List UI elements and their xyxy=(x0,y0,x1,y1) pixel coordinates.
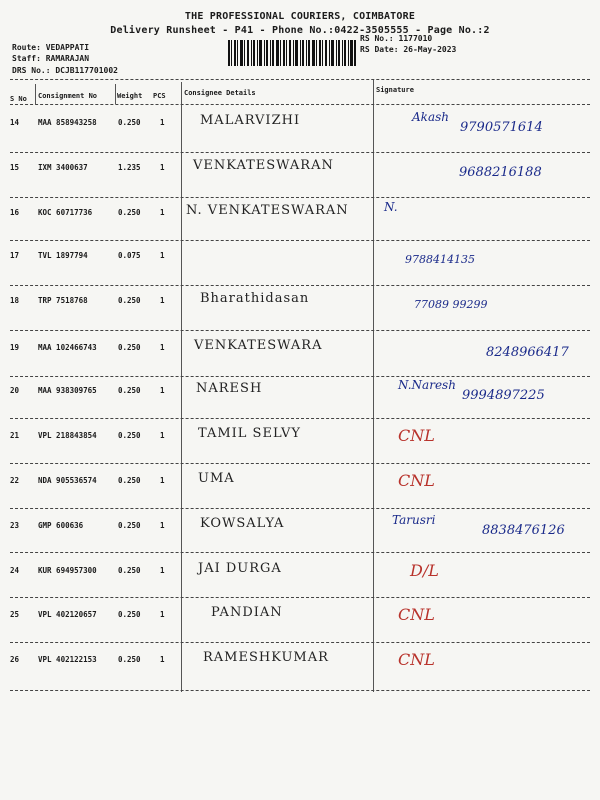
recipient-signature: N. xyxy=(384,200,398,214)
col-divider xyxy=(181,82,182,692)
row-weight: 0.250 xyxy=(118,566,141,575)
row-divider xyxy=(10,418,590,419)
barcode xyxy=(228,40,356,66)
column-header-divider xyxy=(10,104,590,105)
row-pcs: 1 xyxy=(160,521,165,530)
row-pcs: 1 xyxy=(160,343,165,352)
row-weight: 1.235 xyxy=(118,163,141,172)
row-weight: 0.250 xyxy=(118,343,141,352)
row-sno: 14 xyxy=(10,118,20,127)
row-consignment: KUR 694957300 xyxy=(38,566,97,575)
col-consignment: Consignment No xyxy=(38,92,98,100)
consignee-name: VENKATESWARA xyxy=(194,338,323,353)
row-consignment: KOC 60717736 xyxy=(38,208,93,217)
row-divider xyxy=(10,285,590,286)
consignee-name: MALARVIZHI xyxy=(200,113,301,128)
row-pcs: 1 xyxy=(160,386,165,395)
consignee-name: NARESH xyxy=(196,381,263,396)
row-sno: 24 xyxy=(10,566,20,575)
row-pcs: 1 xyxy=(160,118,165,127)
row-consignment: GMP 600636 xyxy=(38,521,84,530)
runsheet-title: Delivery Runsheet - P41 - Phone No.:0422-3505555 - Page No.:2 xyxy=(110,25,490,36)
row-sno: 19 xyxy=(10,343,20,352)
row-pcs: 1 xyxy=(160,610,165,619)
col-sno: S No xyxy=(10,95,27,103)
recipient-signature: N.Naresh xyxy=(398,378,456,392)
row-weight: 0.250 xyxy=(118,610,141,619)
col-signature: Signature xyxy=(376,86,414,94)
row-weight: 0.075 xyxy=(118,251,141,260)
row-sno: 22 xyxy=(10,476,20,485)
row-weight: 0.250 xyxy=(118,521,141,530)
status-mark: CNL xyxy=(398,605,435,624)
consignee-name: JAI DURGA xyxy=(198,561,282,576)
row-weight: 0.250 xyxy=(118,431,141,440)
row-consignment: MAA 938309765 xyxy=(38,386,97,395)
recipient-phone: 9790571614 xyxy=(460,120,543,135)
row-weight: 0.250 xyxy=(118,386,141,395)
rs-date: RS Date: 26-May-2023 xyxy=(360,45,457,54)
header-divider xyxy=(10,79,590,80)
status-mark: CNL xyxy=(398,471,435,490)
recipient-phone: 9788414135 xyxy=(405,253,475,266)
row-pcs: 1 xyxy=(160,655,165,664)
row-pcs: 1 xyxy=(160,208,165,217)
drs-number: DRS No.: DCJB117701002 xyxy=(12,66,118,75)
row-weight: 0.250 xyxy=(118,655,141,664)
consignee-name: VENKATESWARAN xyxy=(193,158,334,173)
row-sno: 16 xyxy=(10,208,20,217)
row-consignment: TVL 1897794 xyxy=(38,251,88,260)
row-pcs: 1 xyxy=(160,476,165,485)
consignee-name: Bharathidasan xyxy=(200,291,310,306)
row-consignment: NDA 905536574 xyxy=(38,476,97,485)
recipient-phone: 8248966417 xyxy=(486,345,569,360)
status-mark: CNL xyxy=(398,426,435,445)
row-sno: 23 xyxy=(10,521,20,530)
row-pcs: 1 xyxy=(160,251,165,260)
row-sno: 21 xyxy=(10,431,20,440)
col-divider xyxy=(373,80,374,692)
recipient-signature: Tarusri xyxy=(392,513,436,527)
col-consignee: Consignee Details xyxy=(184,89,256,97)
recipient-phone: 77089 99299 xyxy=(414,298,488,311)
row-divider xyxy=(10,152,590,153)
row-pcs: 1 xyxy=(160,163,165,172)
row-divider xyxy=(10,508,590,509)
row-consignment: TRP 7518768 xyxy=(38,296,88,305)
row-sno: 17 xyxy=(10,251,20,260)
row-sno: 20 xyxy=(10,386,20,395)
col-divider xyxy=(115,84,116,104)
recipient-signature: Akash xyxy=(412,110,449,124)
col-weight: Weight xyxy=(117,92,143,100)
row-pcs: 1 xyxy=(160,296,165,305)
status-mark: D/L xyxy=(410,561,439,580)
row-sno: 18 xyxy=(10,296,20,305)
col-divider xyxy=(35,84,36,104)
company-title: THE PROFESSIONAL COURIERS, COIMBATORE xyxy=(184,11,416,22)
recipient-phone: 8838476126 xyxy=(482,523,565,538)
row-pcs: 1 xyxy=(160,431,165,440)
row-consignment: IXM 3400637 xyxy=(38,163,88,172)
row-divider xyxy=(10,552,590,553)
row-divider xyxy=(10,690,590,691)
row-divider xyxy=(10,330,590,331)
row-divider xyxy=(10,597,590,598)
consignee-name: RAMESHKUMAR xyxy=(203,650,329,665)
row-divider xyxy=(10,463,590,464)
row-weight: 0.250 xyxy=(118,476,141,485)
consignee-name: KOWSALYA xyxy=(200,516,285,531)
row-consignment: VPL 402120657 xyxy=(38,610,97,619)
consignee-name: PANDIAN xyxy=(211,605,283,620)
recipient-phone: 9994897225 xyxy=(462,388,545,403)
row-sno: 26 xyxy=(10,655,20,664)
consignee-name: TAMIL SELVY xyxy=(198,426,302,441)
recipient-phone: 9688216188 xyxy=(459,165,542,180)
row-weight: 0.250 xyxy=(118,208,141,217)
row-divider xyxy=(10,376,590,377)
status-mark: CNL xyxy=(398,650,435,669)
consignee-name: N. VENKATESWARAN xyxy=(186,203,349,218)
row-divider xyxy=(10,642,590,643)
row-weight: 0.250 xyxy=(118,118,141,127)
consignee-name: UMA xyxy=(198,471,235,486)
row-consignment: MAA 858943258 xyxy=(38,118,97,127)
row-divider xyxy=(10,240,590,241)
rs-number: RS No.: 1177010 xyxy=(360,34,433,43)
route-label: Route: VEDAPPATI xyxy=(12,43,90,52)
row-sno: 15 xyxy=(10,163,20,172)
row-consignment: VPL 402122153 xyxy=(38,655,97,664)
staff-label: Staff: RAMARAJAN xyxy=(12,54,90,63)
row-pcs: 1 xyxy=(160,566,165,575)
row-weight: 0.250 xyxy=(118,296,141,305)
row-sno: 25 xyxy=(10,610,20,619)
row-divider xyxy=(10,197,590,198)
row-consignment: VPL 218843854 xyxy=(38,431,97,440)
row-consignment: MAA 102466743 xyxy=(38,343,97,352)
col-pcs: PCS xyxy=(153,92,166,100)
